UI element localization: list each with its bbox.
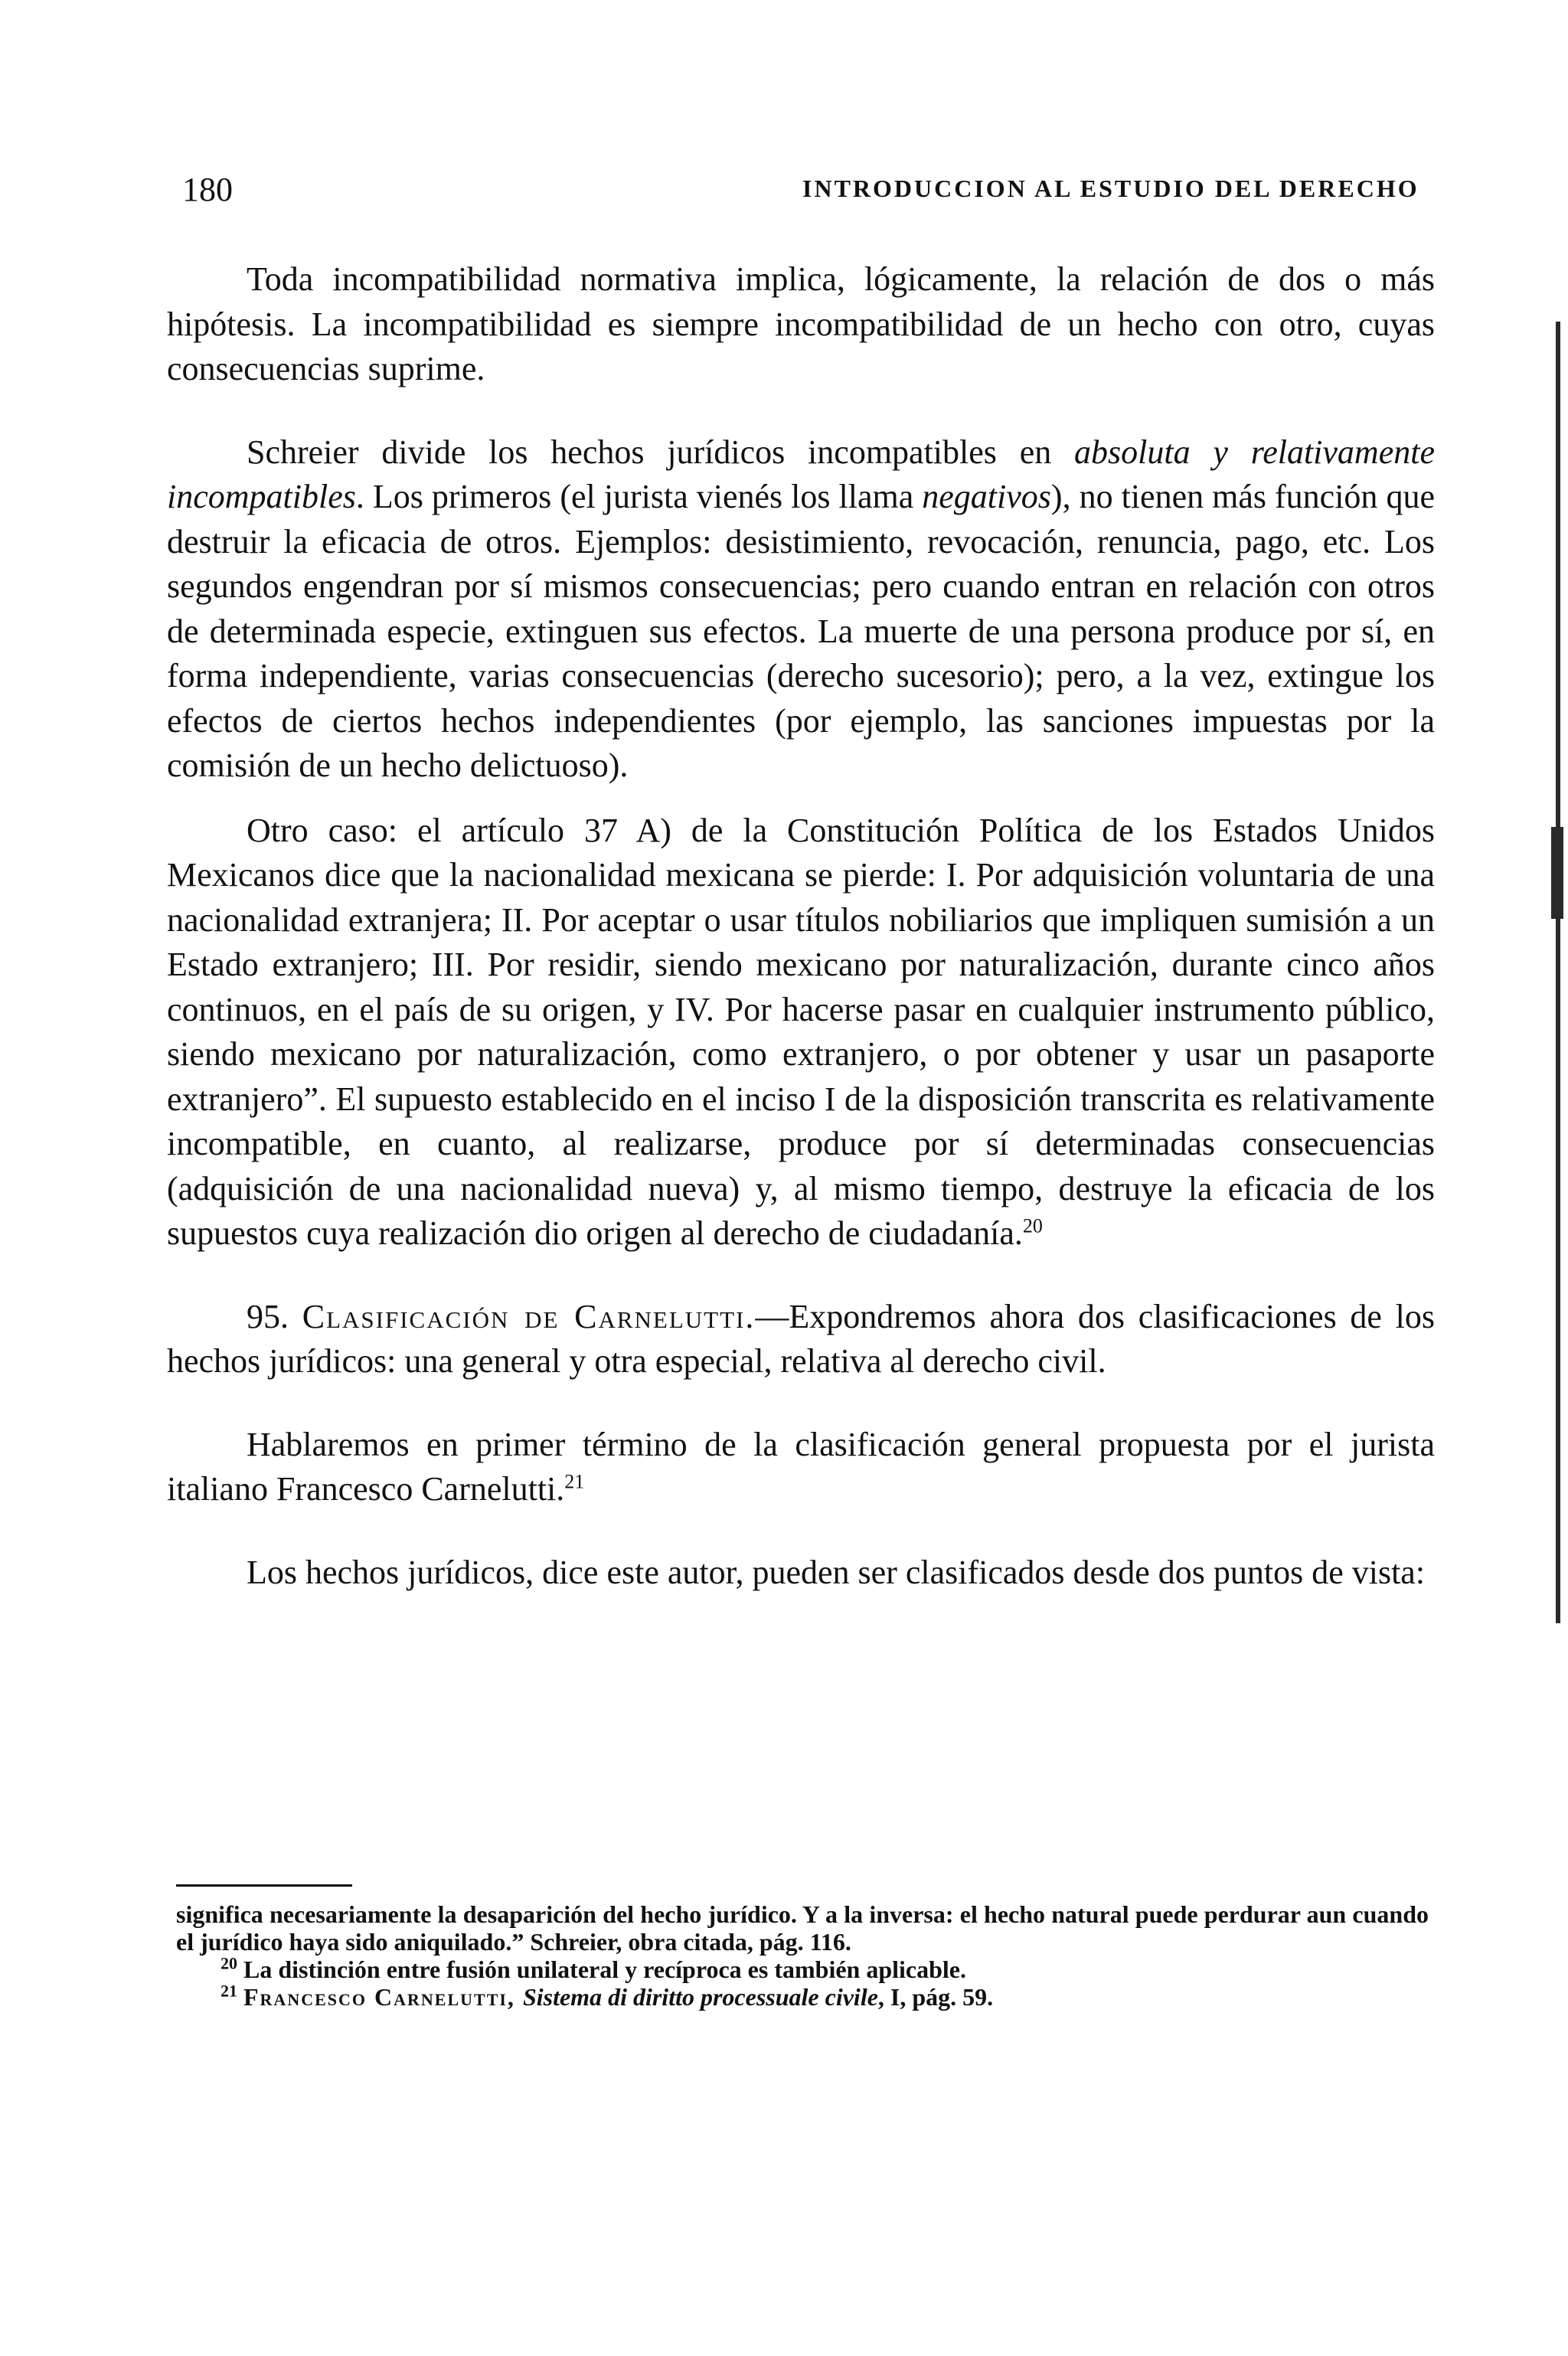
otro-caso-text: Otro caso: el artículo 37 A) de la Constitución Política de los Estados Unidos Mexicanos dice que la nacionalidad mexicana se pierde: I. Por adquisición voluntaria de una nacionalidad extranjera; II. Por aceptar o usar títulos nobiliarios que impliquen sumisión a un Estado extranjero; III. Por residir, siendo mexicano por naturalización, durante cinco años continuos, en el país de su origen, y IV. Por hacerse pasar en cualquier instrumento público, siendo mexicano por naturalización, como extranjero, o por obtener y usar un pasaporte extranjero”. El supuesto establecido en el inciso I de la disposición transcrita es relativamente incompatible, en cuanto, al realizarse, produce por sí determinadas consecuencias (adquisición de una nacionalidad nueva) y, al mismo tiempo, destruye la eficacia de los supuestos cuya realización dio origen al derecho de ciudadanía. [167,811,1435,1252]
paragraph-puntos-de-vista: Los hechos jurídicos, dice este autor, pueden ser clasificados desde dos puntos de vista: [247,1553,1426,1591]
running-head: INTRODUCCION AL ESTUDIO DEL DERECHO [802,175,1419,202]
footnote-ref-21: 21 [564,1470,585,1493]
footnote-rule [176,1884,352,1887]
page-number: 180 [182,171,233,208]
hablaremos-text: Hablaremos en primer término de la clasificación general propuesta por el jurista italiano Francesco Carnelutti. [167,1425,1435,1508]
paragraph-hablaremos [167,1423,1435,1512]
body-text [167,257,1435,1595]
paragraph-incompatibilidad: Toda incompatibilidad normativa implica, lógicamente, la relación de dos o más hipótesis. La incompatibilidad es siempre incompatibilidad de un hecho con otro, cuyas consecuencias suprime. [167,260,1435,387]
footnote-21 [176,1983,1429,2011]
schreier-negativos: negativos [922,478,1051,515]
footnote-20-text: La distinción entre fusión unilateral y recíproca es también aplicable. [243,1956,966,1983]
footnotes [176,1900,1429,2011]
schreier-middle: . Los primeros (el jurista vienés los llama [355,478,923,515]
section-heading: Clasificación de Carnelutti. [302,1297,756,1335]
schreier-rest: ), no tienen más función que destruir la eficacia de otros. Ejemplos: desistimiento, revocación, renuncia, pago, etc. Los segundos engendran por sí mismos consecuencias; pero cuando entran en relación con otros de determinada especie, extinguen sus efectos. La muerte de una persona produce por sí, en forma independiente, varias consecuencias (derecho sucesorio); pero, a la vez, extingue los efectos de ciertos hechos independientes (por ejemplo, las sanciones impuestas por la comisión de un hecho delictuoso). [167,478,1435,784]
footnote-continuation: significa necesariamente la desaparición del hecho jurídico. Y a la inversa: el hecho natural puede perdurar aun cuando el jurídico haya sido aniquilado.” Schreier, obra citada, pág. 116. [176,1900,1429,1956]
scan-page-edge [1556,322,1560,1623]
footnote-ref-20: 20 [1022,1214,1043,1237]
section-number: 95. [247,1297,289,1335]
paragraph-carnelutti-section [167,1295,1435,1384]
paragraph-schreier [167,430,1435,789]
footnote-21-author: Francesco Carnelutti, [243,1983,523,2011]
footnote-21-title: Sistema di diritto processuale civile [522,1983,878,2011]
paragraph-otro-caso [167,809,1435,1256]
schreier-term: absoluta y relativamente incompatibles [167,433,1435,515]
footnote-21-mark: 21 [220,1981,237,2001]
schreier-intro: Schreier divide los hechos jurídicos incompatibles en [247,433,1075,471]
footnote-21-rest: , I, pág. 59. [877,1983,994,2011]
footnote-20-mark: 20 [220,1953,237,1973]
section-text: —Expondremos ahora dos clasificaciones de los hechos jurídicos: una general y otra especial, relativa al derecho civil. [167,1297,1436,1380]
scan-page-edge-dark [1551,827,1563,919]
footnote-20 [176,1953,1429,1983]
